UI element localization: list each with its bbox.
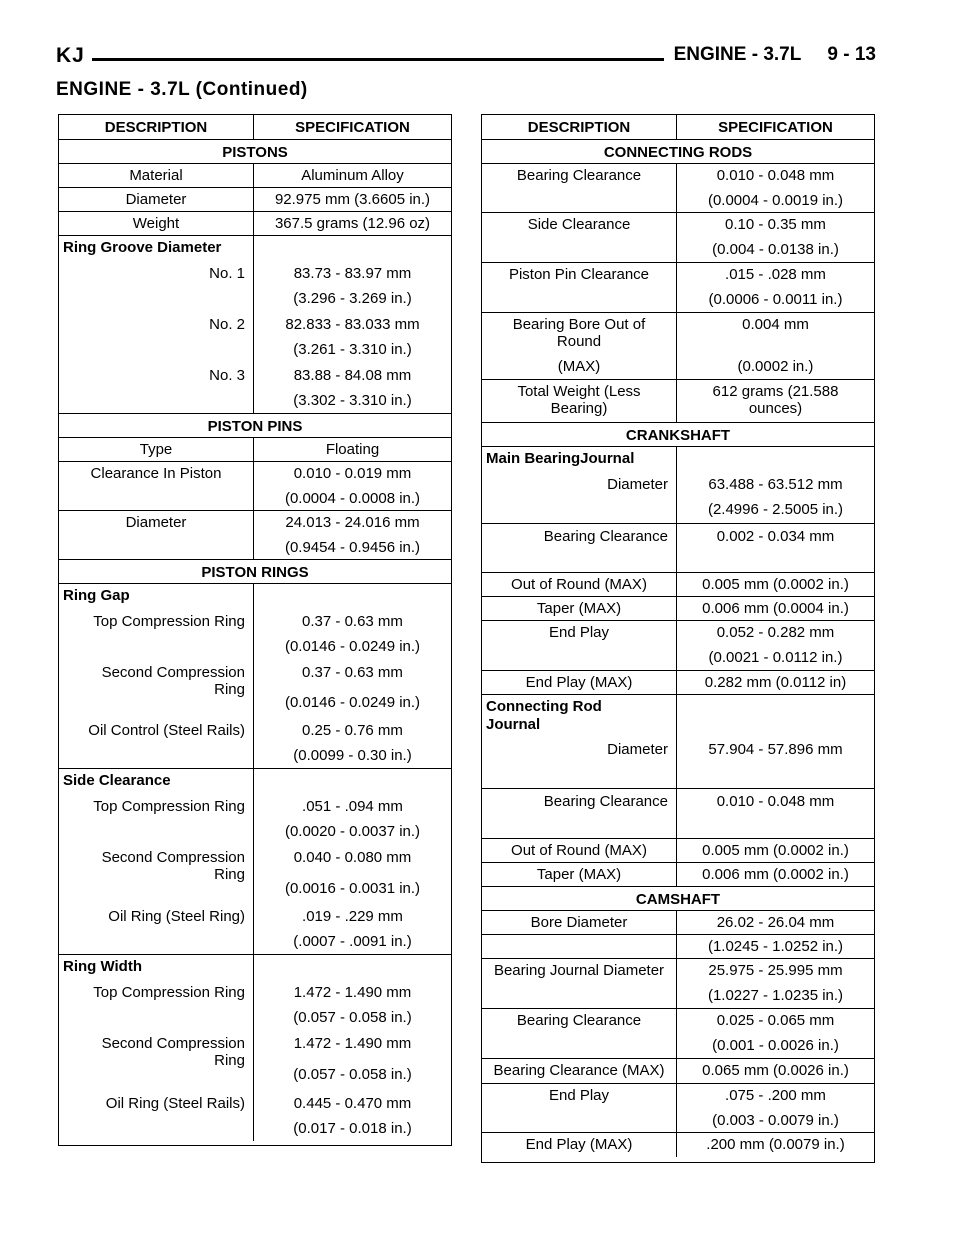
table-row: Taper (MAX) 0.006 mm (0.0002 in.) (482, 863, 874, 887)
table-row: Type Floating (59, 438, 451, 462)
table-row: End Play 0.052 - 0.282 mm (0.0021 - 0.0112 in.) (482, 621, 874, 671)
table-header (59, 115, 451, 140)
section-crankshaft: CRANKSHAFT (482, 423, 874, 447)
table-row: Bearing Clearance 0.025 - 0.065 mm (0.001 - 0.0026 in.) (482, 1009, 874, 1059)
table-row: Bearing Clearance 0.010 - 0.048 mm (0.0004 - 0.0019 in.) (482, 164, 874, 213)
table-row: Bearing Journal Diameter 25.975 - 25.995 mm (1.0227 - 1.0235 in.) (482, 959, 874, 1009)
crank-rods-cam-spec-table (481, 114, 875, 1163)
table-row: End Play .075 - .200 mm (0.003 - 0.0079 in.) (482, 1084, 874, 1133)
table-header (482, 115, 874, 140)
section-camshaft: CAMSHAFT (482, 887, 874, 911)
table-row: Bearing Clearance 0.010 - 0.048 mm (482, 789, 874, 839)
table-row: Connecting Rod Journal Diameter 57.904 - 57.896 mm (482, 695, 874, 789)
table-row: Ring Width Top Compression Ring Second Compression Ring Oil Ring (Steel Rails) 1.472 - 1.490 mm (0.057 - 0.058 in.) 1.472 - 1.490 mm (0.057 - 0.058 in.) 0.445 - 0.470 mm (0.017 - 0.018 in.) (59, 955, 451, 1141)
table-row: Out of Round (MAX) 0.005 mm (0.0002 in.) (482, 573, 874, 597)
description-header: DESCRIPTION (527, 119, 631, 136)
table-row: Side Clearance Top Compression Ring Second Compression Ring Oil Ring (Steel Ring) .051 - .094 mm (0.0020 - 0.0037 in.) 0.040 - 0.080 mm (0.0016 - 0.0031 in.) .019 - .229 mm (.0007 - .0091 in.) (59, 769, 451, 955)
table-row: Ring Gap Top Compression Ring Second Compression Ring Oil Control (Steel Rails) 0.37 - 0.63 mm (0.0146 - 0.0249 in.) 0.37 - 0.63 mm (0.0146 - 0.0249 in.) 0.25 - 0.76 mm (0.0099 - 0.30 in.) (59, 584, 451, 769)
section-connecting-rods: CONNECTING RODS (482, 140, 874, 164)
specification-header: SPECIFICATION (295, 119, 410, 136)
table-row: Diameter 24.013 - 24.016 mm (0.9454 - 0.9456 in.) (59, 511, 451, 560)
table-row: Side Clearance 0.10 - 0.35 mm (0.004 - 0.0138 in.) (482, 213, 874, 263)
table-row: Bearing Bore Out of Round (MAX) 0.004 mm (0.0002 in.) (482, 313, 874, 380)
section-piston-rings: PISTON RINGS (59, 560, 451, 584)
page-reference: ENGINE - 3.7L 9 - 13 (673, 44, 876, 65)
table-row: Diameter 92.975 mm (3.6605 in.) (59, 188, 451, 212)
specification-header: SPECIFICATION (718, 119, 833, 136)
table-row: Clearance In Piston 0.010 - 0.019 mm (0.0004 - 0.0008 in.) (59, 462, 451, 511)
section-piston-pins: PISTON PINS (59, 414, 451, 438)
table-row: Weight 367.5 grams (12.96 oz) (59, 212, 451, 236)
pistons-spec-table (58, 114, 452, 1146)
table-row: Bore Diameter 26.02 - 26.04 mm (1.0245 - 1.0252 in.) (482, 911, 874, 959)
page-header (56, 44, 876, 78)
section-code: KJ (56, 44, 85, 67)
table-row: Ring Groove Diameter No. 1 No. 2 No. 3 83.73 - 83.97 mm (3.296 - 3.269 in.) 82.833 - 83.033 mm (3.261 - 3.310 in.) 83.88 - 84.08 mm (3.302 - 3.310 in.) (59, 236, 451, 414)
page-title: ENGINE - 3.7L (Continued) (56, 79, 308, 100)
header-rule (92, 58, 664, 61)
table-row: Piston Pin Clearance .015 - .028 mm (0.0006 - 0.0011 in.) (482, 263, 874, 313)
table-row: Total Weight (Less Bearing) 612 grams (21.588 ounces) (482, 380, 874, 423)
table-row: Out of Round (MAX) 0.005 mm (0.0002 in.) (482, 839, 874, 863)
table-row: Bearing Clearance 0.002 - 0.034 mm (482, 524, 874, 573)
table-row: End Play (MAX) .200 mm (0.0079 in.) (482, 1133, 874, 1157)
section-pistons: PISTONS (59, 140, 451, 164)
table-row: End Play (MAX) 0.282 mm (0.0112 in) (482, 671, 874, 695)
table-row: Main BearingJournal Diameter 63.488 - 63.512 mm (2.4996 - 2.5005 in.) (482, 447, 874, 524)
table-row: Material Aluminum Alloy (59, 164, 451, 188)
table-row: Taper (MAX) 0.006 mm (0.0004 in.) (482, 597, 874, 621)
description-header: DESCRIPTION (104, 119, 208, 136)
table-row: Bearing Clearance (MAX) 0.065 mm (0.0026 in.) (482, 1059, 874, 1084)
